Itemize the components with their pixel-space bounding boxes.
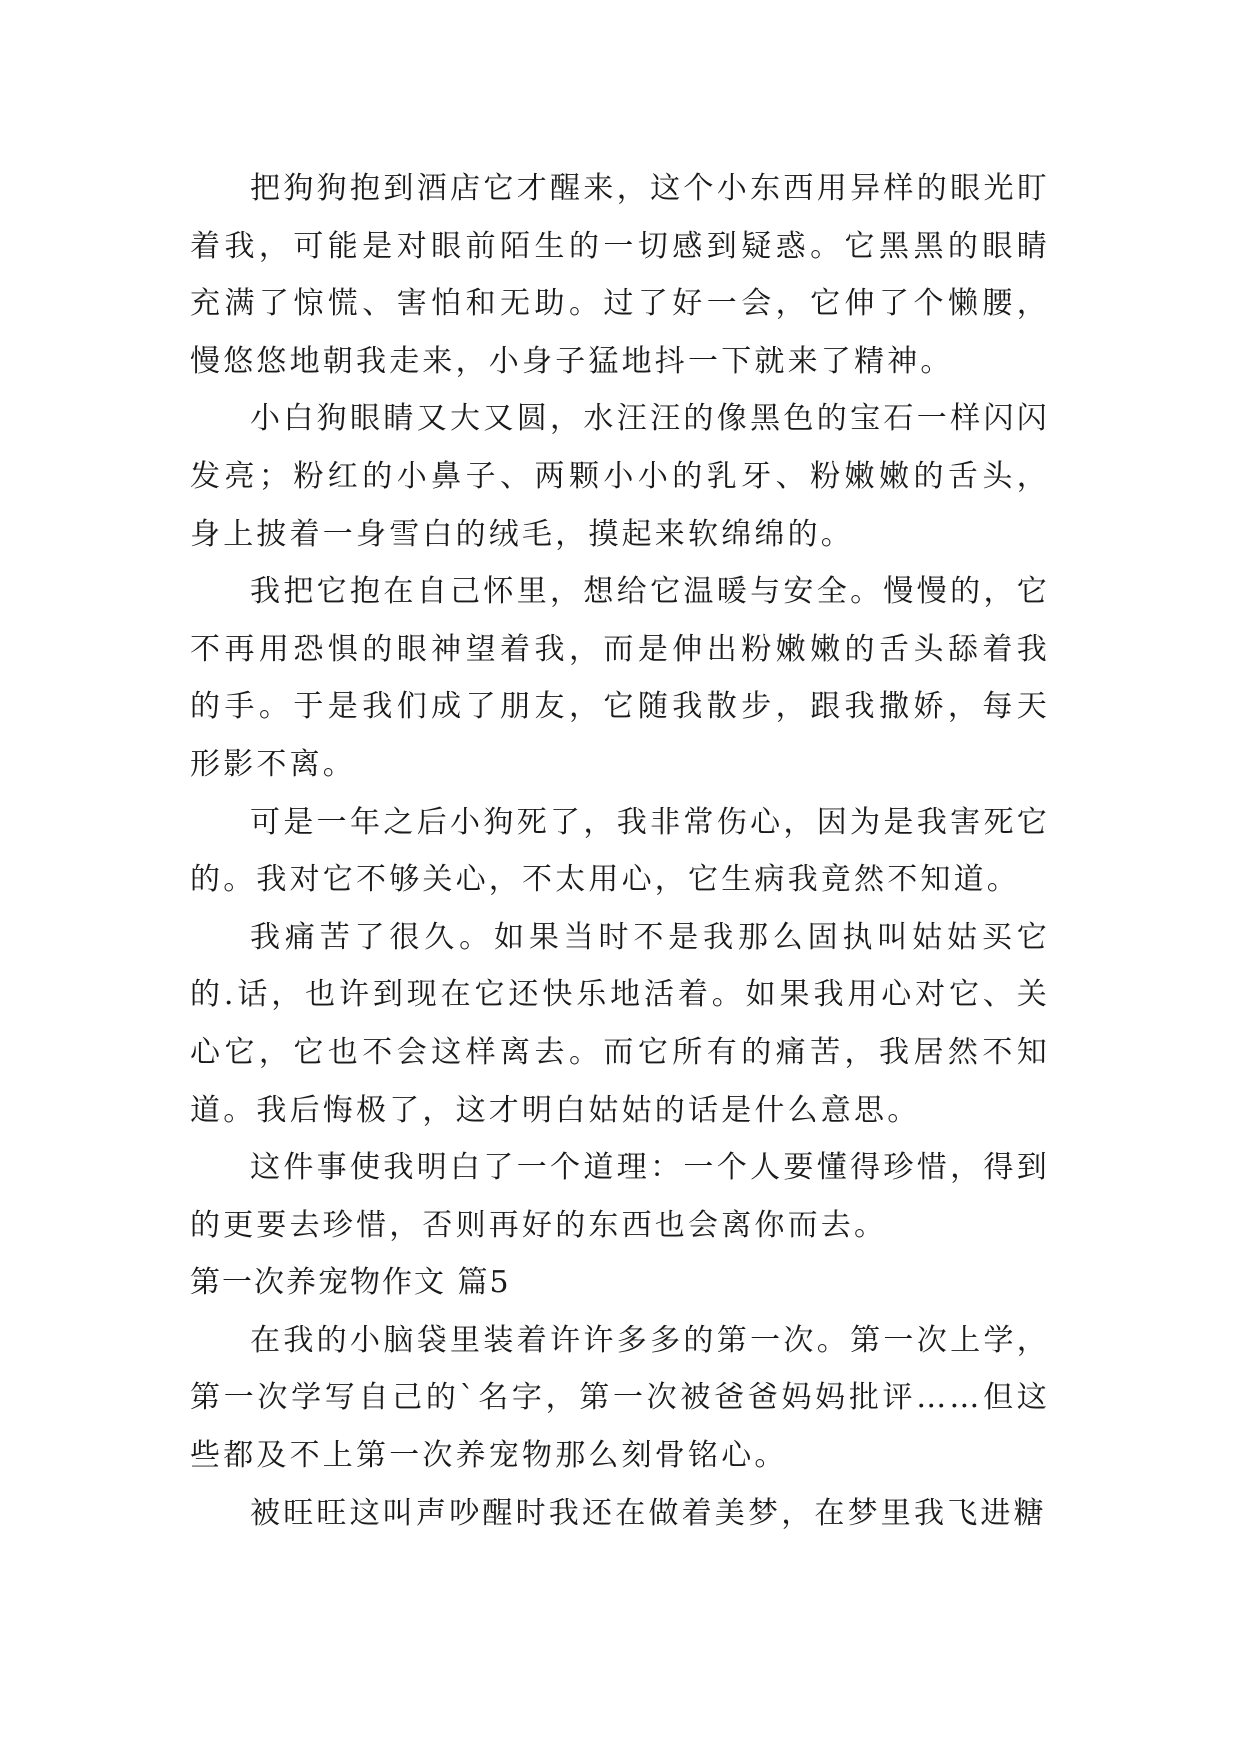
paragraph: 在我的小脑袋里装着许许多多的第一次。第一次上学，第一次学写自己的`名字，第一次被爸爸妈妈批评……但这些都及不上第一次养宠物那么刻骨铭心。 [190, 1322, 1050, 1474]
paragraph: 被旺旺这叫声吵醒时我还在做着美梦，在梦里我飞进糖 [250, 1495, 1047, 1531]
paragraph: 我痛苦了很久。如果当时不是我那么固执叫姑姑买它的.话，也许到现在它还快乐地活着。如果我用心对它、关心它，它也不会这样离去。而它所有的痛苦，我居然不知道。我后悔极了，这才明白姑姑的话是什么意思。 [190, 919, 1050, 1128]
paragraph: 我把它抱在自己怀里，想给它温暖与安全。慢慢的，它不再用恐惧的眼神望着我，而是伸出粉嫩嫩的舌头舔着我的手。于是我们成了朋友，它随我散步，跟我撒娇，每天形影不离。 [190, 574, 1050, 782]
paragraph: 这件事使我明白了一个道理：一个人要懂得珍惜，得到的更要去珍惜，否则再好的东西也会离你而去。 [190, 1150, 1050, 1243]
paragraph: 小白狗眼睛又大又圆，水汪汪的像黑色的宝石一样闪闪发亮；粉红的小鼻子、两颗小小的乳牙、粉嫩嫩的舌头，身上披着一身雪白的绒毛，摸起来软绵绵的。 [190, 401, 1050, 552]
document-body [190, 160, 1050, 1542]
section-heading: 第一次养宠物作文 篇5 [190, 1265, 511, 1301]
paragraph: 把狗狗抱到酒店它才醒来，这个小东西用异样的眼光盯着我，可能是对眼前陌生的一切感到疑惑。它黑黑的眼睛充满了惊慌、害怕和无助。过了好一会，它伸了个懒腰，慢悠悠地朝我走来，小身子猛地抖一下就来了精神。 [190, 171, 1050, 379]
paragraph: 可是一年之后小狗死了，我非常伤心，因为是我害死它的。我对它不够关心，不太用心，它生病我竟然不知道。 [190, 804, 1050, 898]
